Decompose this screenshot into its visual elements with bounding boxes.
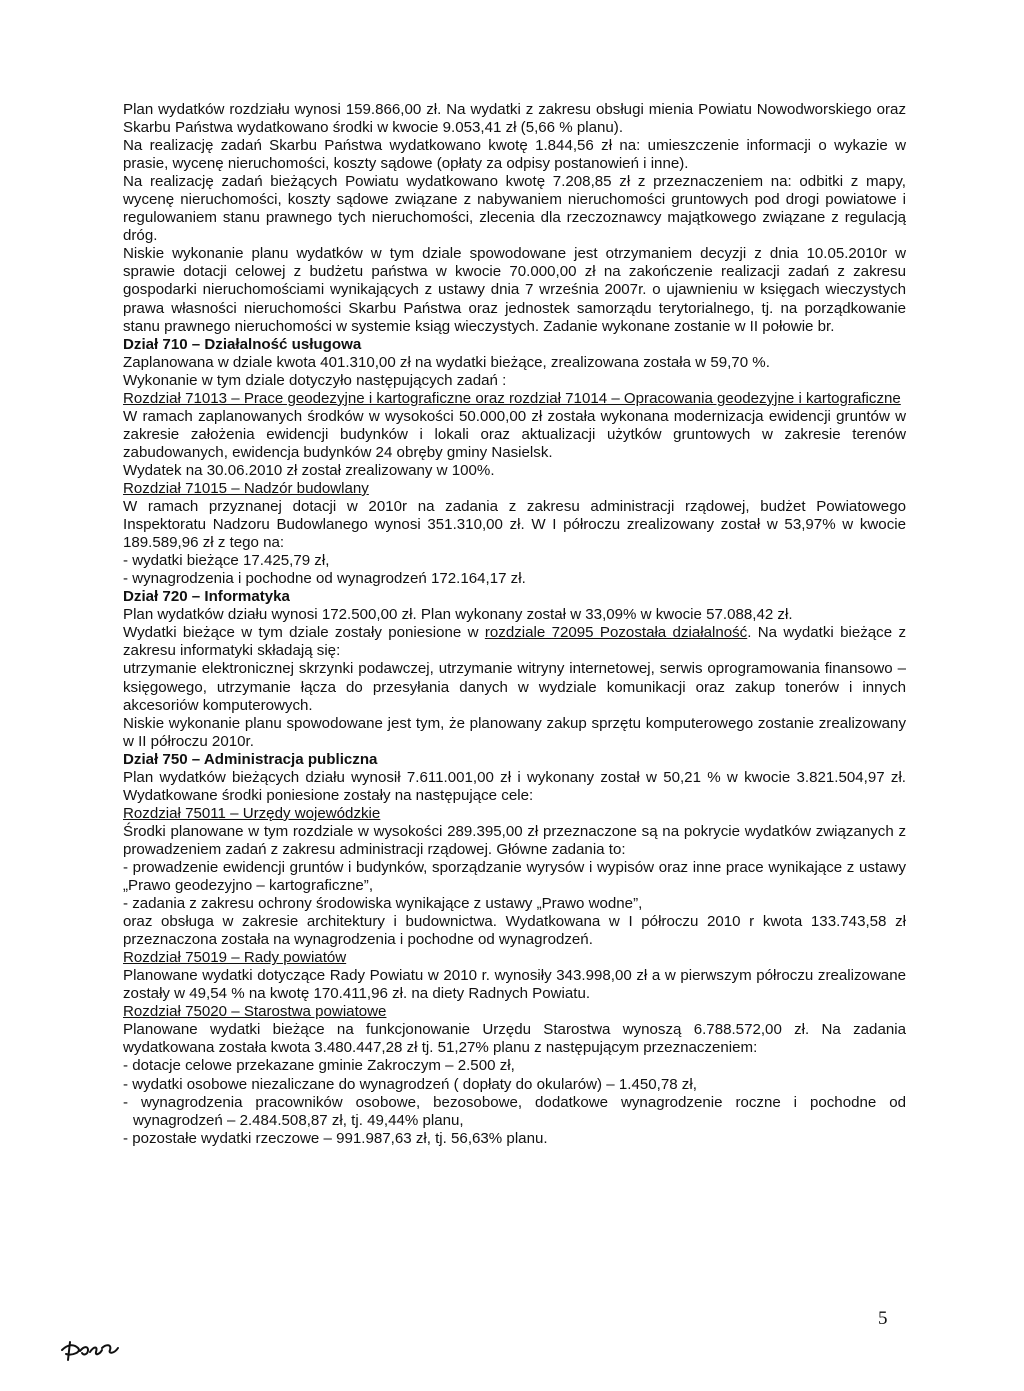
subsection-heading: Rozdział 71015 – Nadzór budowlany: [123, 479, 369, 497]
section-heading: Dział 720 – Informatyka: [123, 588, 290, 606]
list-item: - prowadzenie ewidencji gruntów i budynków, sporządzanie wyrysów i wypisów oraz inne prace wynikające z ustawy „Prawo geodezyjno – kartograficzne”,: [123, 858, 906, 895]
paragraph-text: . Na wydatki bieżące z zakresu informatyki składają się:: [123, 624, 906, 660]
document-body: [123, 101, 906, 1148]
subsection-heading: Rozdział 75020 – Starostwa powiatowe: [123, 1003, 387, 1021]
paragraph: Planowane wydatki dotyczące Rady Powiatu w 2010 r. wynosiły 343.998,00 zł a w pierwszym półroczu zrealizowane zostały w 49,54 % na kwotę 170.411,96 zł. na diety Radnych Powiatu.: [123, 967, 906, 1003]
subsection-heading: Rozdział 75011 – Urzędy wojewódzkie: [123, 804, 381, 822]
paragraph: W ramach zaplanowanych środków w wysokości 50.000,00 zł została wykonana modernizacja ewidencji gruntów w zakresie założenia ewidencji budynków i lokali oraz aktualizacji użytków gruntowych w zakresie terenów zabudowanych, ewidencja budynków 24 obręby gminy Nasielsk.: [123, 407, 906, 461]
paragraph: Na realizację zadań Skarbu Państwa wydatkowano kwotę 1.844,56 zł na: umieszczenie informacji o wykazie w prasie, wycenę nieruchomości, koszty sądowe (opłaty za odpisy postanowień i inne).: [123, 137, 906, 173]
paragraph: Wydatek na 30.06.2010 zł został zrealizowany w 100%.: [123, 461, 495, 479]
paragraph: Planowane wydatki bieżące na funkcjonowanie Urzędu Starostwa wynoszą 6.788.572,00 zł. Na zadania wydatkowana została kwota 3.480.447,28 zł tj. 51,27% planu z następującym przeznaczeniem:: [123, 1021, 906, 1057]
paragraph: utrzymanie elektronicznej skrzynki podawczej, utrzymanie witryny internetowej, serwis oprogramowania finansowo – księgowego, utrzymanie łącza do przesyłania danych w wydziale komunikacji oraz zakup tonerów i innych akcesoriów komputerowych.: [123, 660, 906, 714]
paragraph: [123, 624, 906, 660]
paragraph-text: Wydatki bieżące w tym dziale zostały poniesione w: [123, 624, 485, 642]
handwritten-initials-signature: [58, 1336, 128, 1362]
paragraph: Zaplanowana w dziale kwota 401.310,00 zł na wydatki bieżące, zrealizowana została w 59,70 %.: [123, 353, 770, 371]
paragraph: Plan wydatków rozdziału wynosi 159.866,00 zł. Na wydatki z zakresu obsługi mienia Powiatu Nowodworskiego oraz Skarbu Państwa wydatkowano środki w kwocie 9.053,41 zł (5,66 % planu).: [123, 101, 906, 137]
subsection-heading: Rozdział 75019 – Rady powiatów: [123, 949, 347, 967]
paragraph: W ramach przyznanej dotacji w 2010r na zadania z zakresu administracji rządowej, budżet Powiatowego Inspektoratu Nadzoru Budowlanego wynosi 351.310,00 zł. W I półroczu zrealizowany został w 53,97% w kwocie 189.589,96 zł z tego na:: [123, 498, 906, 552]
subsection-reference: rozdziale 72095 Pozostała działalność: [484, 624, 748, 642]
list-item: - wynagrodzenia pracowników osobowe, bezosobowe, dodatkowe wynagrodzenie roczne i pochodne od wynagrodzeń – 2.484.508,87 zł, tj. 49,44% planu,: [123, 1093, 906, 1129]
subsection-heading: Rozdział 71013 – Prace geodezyjne i kartograficzne oraz rozdział 71014 – Opracowania geodezyjne i kartograficzne: [123, 389, 901, 407]
list-item: - wydatki osobowe niezaliczane do wynagrodzeń ( dopłaty do okularów) – 1.450,78 zł,: [123, 1075, 697, 1093]
list-item: - wynagrodzenia i pochodne od wynagrodzeń 172.164,17 zł.: [123, 570, 526, 588]
paragraph: Niskie wykonanie planu wydatków w tym dziale spowodowane jest otrzymaniem decyzji z dnia 10.05.2010r w sprawie dotacji celowej z budżetu państwa w kwocie 70.000,00 zł na zakończenie realizacji zadań z zakresu gospodarki nieruchomościami wynikających z ustawy dnia 7 września 2007r. o ujawnieniu w księgach wieczystych prawa własności nieruchomości Skarbu Państwa oraz jednostek samorządu terytorialnego, tj. na porządkowanie stanu prawnego nieruchomości w systemie ksiąg wieczystych. Zadanie wykonane zostanie w II połowie br.: [123, 245, 906, 335]
paragraph: Plan wydatków bieżących działu wynosił 7.611.001,00 zł i wykonany został w 50,21 % w kwocie 3.821.504,97 zł. Wydatkowane środki poniesione zostały na następujące cele:: [123, 768, 906, 804]
section-heading: Dział 750 – Administracja publiczna: [123, 750, 378, 768]
page-number: 5: [878, 1308, 888, 1329]
paragraph: Plan wydatków działu wynosi 172.500,00 zł. Plan wykonany został w 33,09% w kwocie 57.088,42 zł.: [123, 606, 793, 624]
paragraph: Niskie wykonanie planu spowodowane jest tym, że planowany zakup sprzętu komputerowego zostanie zrealizowany w II półroczu 2010r.: [123, 714, 906, 750]
list-item: - pozostałe wydatki rzeczowe – 991.987,63 zł, tj. 56,63% planu.: [123, 1129, 548, 1147]
list-item: - zadania z zakresu ochrony środowiska wynikające z ustawy „Prawo wodne”,: [123, 895, 643, 913]
paragraph: oraz obsługa w zakresie architektury i budownictwa. Wydatkowana w I półroczu 2010 r kwota 133.743,58 zł przeznaczona została na wynagrodzenia i pochodne od wynagrodzeń.: [123, 913, 906, 949]
list-item: - dotacje celowe przekazane gminie Zakroczym – 2.500 zł,: [123, 1057, 515, 1075]
paragraph: Wykonanie w tym dziale dotyczyło następujących zadań :: [123, 371, 507, 389]
list-item: - wydatki bieżące 17.425,79 zł,: [123, 552, 330, 570]
section-heading: Dział 710 – Działalność usługowa: [123, 335, 362, 353]
paragraph: Na realizację zadań bieżących Powiatu wydatkowano kwotę 7.208,85 zł z przeznaczeniem na: odbitki z mapy, wycenę nieruchomości, koszty sądowe związane z nabywaniem nieruchomości gruntowych pod drogi powiatowe i regulowaniem stanu prawnego tych nieruchomości, zlecenia dla rzeczoznawcy majątkowego związane z regulacją dróg.: [123, 173, 906, 245]
paragraph: Środki planowane w tym rozdziale w wysokości 289.395,00 zł przeznaczone są na pokrycie wydatków związanych z prowadzeniem zadań z zakresu administracji rządowej. Główne zadania to:: [123, 822, 906, 858]
